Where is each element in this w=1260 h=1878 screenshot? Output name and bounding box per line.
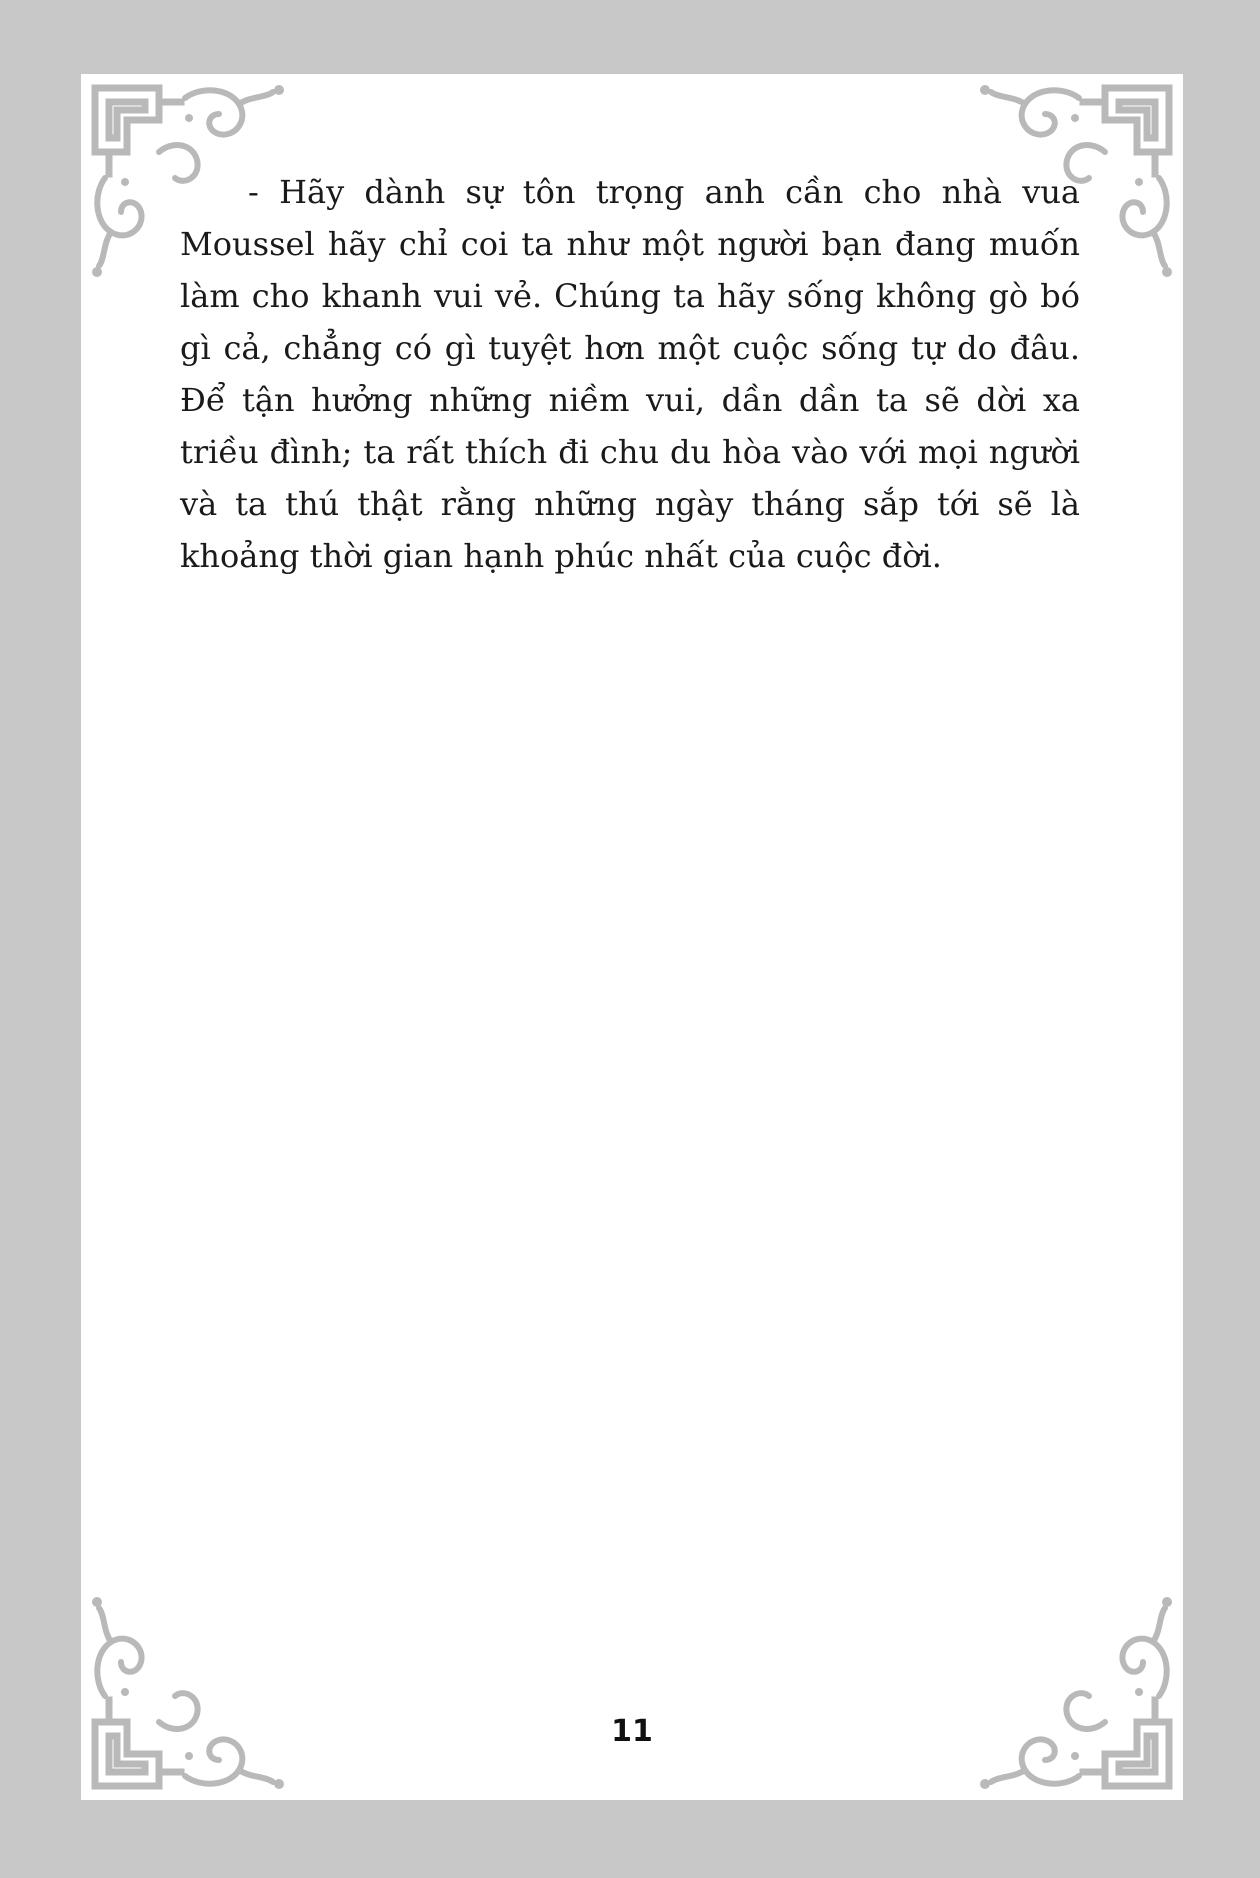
ornamental-corner-bottom-right-icon <box>975 1592 1175 1792</box>
ornamental-corner-bottom-left-icon <box>89 1592 289 1792</box>
page-number: 11 <box>611 1714 653 1749</box>
body-paragraph: - Hãy dành sự tôn trọng anh cần cho nhà vua Moussel hãy chỉ coi ta như một người bạn đang muốn làm cho khanh vui vẻ. Chúng ta hãy sống không gò bó gì cả, chẳng có gì tuyệt hơn một cuộc sống tự do đâu. Để tận hưởng những niềm vui, dần dần ta sẽ dời xa triều đình; ta rất thích đi chu du hòa vào với mọi người và ta thú thật rằng những ngày tháng sắp tới sẽ là khoảng thời gian hạnh phúc nhất của cuộc đời. <box>180 173 1080 575</box>
book-page <box>81 74 1183 1800</box>
